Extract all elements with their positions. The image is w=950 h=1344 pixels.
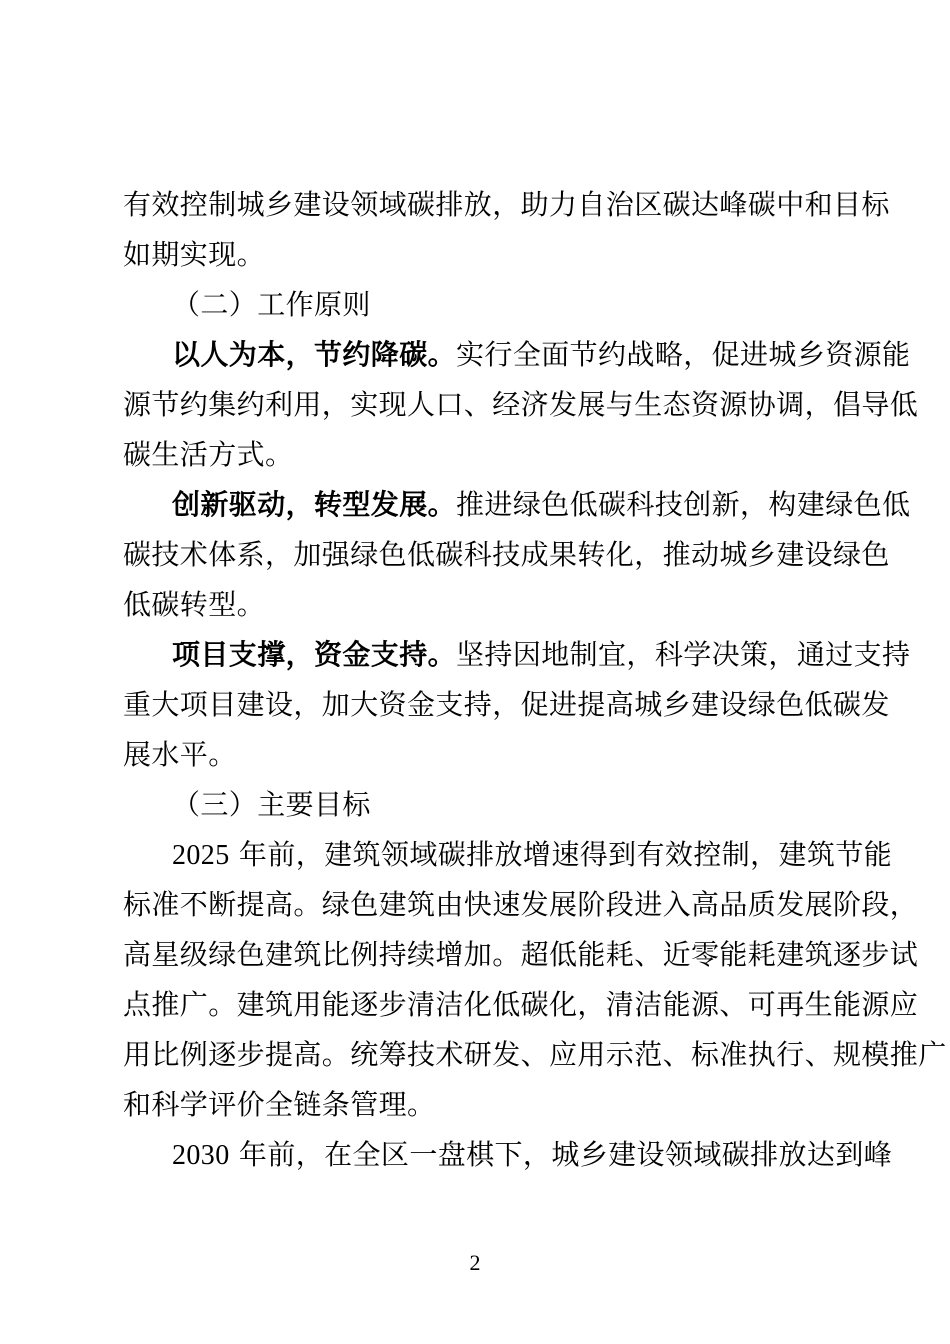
principle-title: 创新驱动，转型发展。 (172, 488, 457, 521)
principle-title: 以人为本，节约降碳。 (172, 338, 457, 371)
principle-line (172, 480, 911, 530)
paragraph-line: 展水平。 (123, 738, 237, 771)
target-text: 年前，在全区一盘棋下，城乡建设领域碳排放达到峰 (238, 1138, 893, 1171)
target-year: 2025 (172, 840, 230, 871)
principle-line (172, 630, 911, 680)
paragraph-line: 碳生活方式。 (123, 438, 294, 471)
principle-line (172, 330, 911, 380)
page-number: 2 (469, 1250, 481, 1275)
paragraph-line: 如期实现。 (123, 238, 266, 271)
paragraph-line: 用比例逐步提高。统筹技术研发、应用示范、标准执行、规模推广 (123, 1038, 947, 1071)
paragraph-line: 碳技术体系，加强绿色低碳科技成果转化，推动城乡建设绿色 (123, 538, 890, 571)
paragraph-line: 标准不断提高。绿色建筑由快速发展阶段进入高品质发展阶段， (123, 888, 919, 921)
paragraph-line: 高星级绿色建筑比例持续增加。超低能耗、近零能耗建筑逐步试 (123, 938, 919, 971)
target-text: 年前，建筑领域碳排放增速得到有效控制，建筑节能 (238, 838, 893, 871)
paragraph-line: 有效控制城乡建设领域碳排放，助力自治区碳达峰碳中和目标 (123, 188, 890, 221)
paragraph-line: 和科学评价全链条管理。 (123, 1088, 436, 1121)
paragraph-line: 点推广。建筑用能逐步清洁化低碳化，清洁能源、可再生能源应 (123, 988, 919, 1021)
paragraph-line: 重大项目建设，加大资金支持，促进提高城乡建设绿色低碳发 (123, 688, 890, 721)
target-line (172, 1130, 893, 1180)
target-year: 2030 (172, 1140, 230, 1171)
principle-text: 坚持因地制宜，科学决策，通过支持 (456, 638, 911, 671)
section-heading-targets: （三）主要目标 (172, 788, 371, 821)
principle-text: 实行全面节约战略，促进城乡资源能 (456, 338, 911, 371)
principle-text: 推进绿色低碳科技创新，构建绿色低 (456, 488, 911, 521)
principle-title: 项目支撑，资金支持。 (172, 638, 457, 671)
target-line (172, 830, 893, 880)
paragraph-line: 源节约集约利用，实现人口、经济发展与生态资源协调，倡导低 (123, 388, 919, 421)
paragraph-line: 低碳转型。 (123, 588, 266, 621)
section-heading-principles: （二）工作原则 (172, 288, 371, 321)
